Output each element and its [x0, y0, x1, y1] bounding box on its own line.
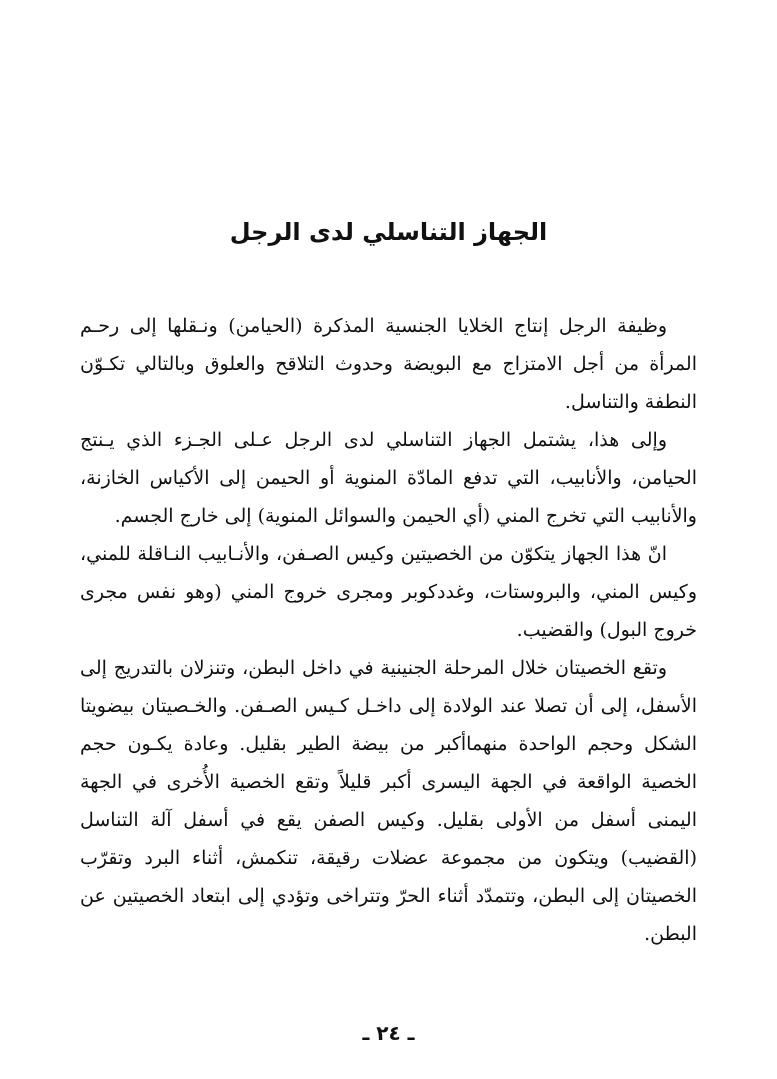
paragraph-2: وإلى هذا، يشتمل الجهاز التناسلي لدى الرجل عـلى الجـزء الذي يـنتج الحيامن، والأنابيب، التي تدفع المادّة المنوية أو الحيمن إلى الأكياس الخازنة، والأنابيب التي تخرج المني (أي الحيمن والسوائل المنوية) إلى خارج الجسم.	[80, 429, 697, 527]
page-title: الجهاز التناسلي لدى الرجل	[229, 218, 548, 246]
paragraph-1: وظيفة الرجل إنتاج الخلايا الجنسية المذكرة (الحيامن) ونـقلها إلى رحـم المرأة من أجل الامتزاج مع البويضة وحدوث التلاقح والعلوق وبالتالي تكـوّن النطفة والتناسل.	[80, 315, 697, 413]
paragraph-3: انّ هذا الجهاز يتكوّن من الخصيتين وكيس الصـفن، والأنـابيب النـاقلة للمني، وكيس المني، والبروستات، وغددكوبر ومجرى خروج المني (وهو نفس مجرى خروج البول) والقضيب.	[80, 543, 697, 641]
body-text	[80, 307, 697, 953]
page-number: ـ ٢٤ ـ	[362, 1021, 415, 1045]
paragraph-4: وتقع الخصيتان خلال المرحلة الجنينية في داخل البطن، وتنزلان بالتدريج إلى الأسفل، إلى أن تصلا عند الولادة إلى داخـل كـيس الصـفن. والخـصيتان بيضويتا الشكل وحجم الواحدة منهماأكبر من بيضة الطير بقليل. وعادة يكـون حجم الخصية الواقعة في الجهة اليسرى أكبر قليلاً وتقع الخصية الأُخرى في الجهة اليمنى أسفل من الأولى بقليل. وكيس الصفن يقع في أسفل آلة التناسل (القضيب) ويتكون من مجموعة عضلات رقيقة، تنكمش، أثناء البرد وتقرّب الخصيتان إلى البطن، وتتمدّد أثناء الحرّ وتتراخى وتؤدي إلى ابتعاد الخصيتين عن البطن.	[80, 657, 697, 945]
